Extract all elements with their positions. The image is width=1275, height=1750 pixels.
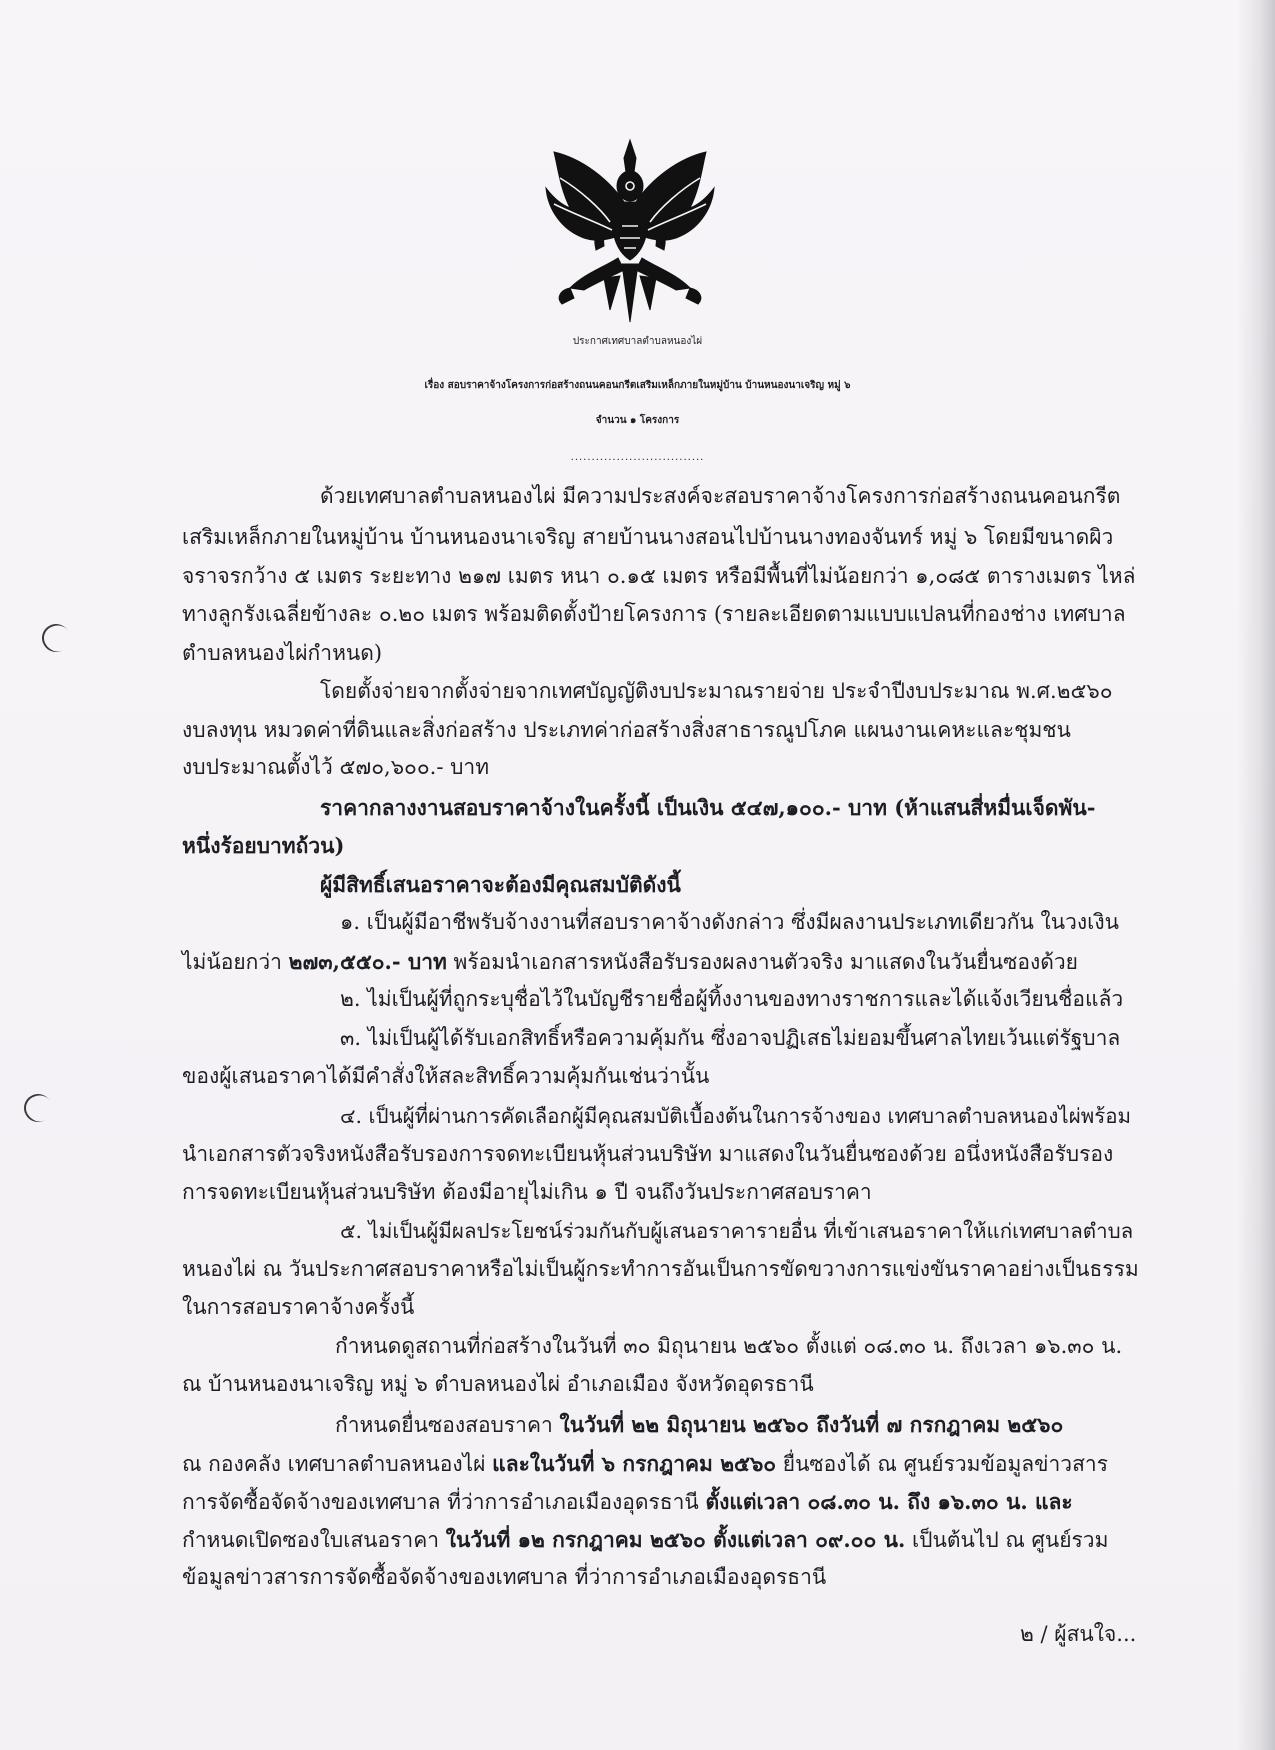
garuda-emblem-icon — [540, 138, 720, 324]
punch-hole-mark — [37, 619, 75, 657]
submission-line: กำหนดยื่นซองสอบราคา ในวันที่ ๒๒ มิถุนายน ๒๕๖๐ ถึงวันที่ ๗ กรกฎาคม ๒๕๖๐ — [335, 1412, 1064, 1437]
document-subject: เรื่อง สอบราคาจ้างโครงการก่อสร้างถนนคอนกรีตเสริมเหล็กภายในหมู่บ้าน บ้านหนองนาเจริญ หมู่ ๖ — [424, 380, 851, 391]
qualification-item: ของผู้เสนอราคาได้มีคำสั่งให้สละสิทธิ์ความคุ้มกันเช่นว่านั้น — [182, 1064, 710, 1088]
qualification-item: ในการสอบราคาจ้างครั้งนี้ — [182, 1295, 415, 1319]
submission-line: กำหนดเปิดซองใบเสนอราคา ในวันที่ ๑๒ กรกฎาคม ๒๕๖๐ ตั้งแต่เวลา ๐๙.๐๐ น. เป็นต้นไป ณ ศูนย์รวม — [182, 1527, 1109, 1552]
submission-line: การจัดซื้อจัดจ้างของเทศบาล ที่ว่าการอำเภอเมืองอุดรธานี ตั้งแต่เวลา ๐๘.๓๐ น. ถึง ๑๖.๓๐ น. และ — [182, 1489, 1073, 1514]
qualification-item: ๓. ไม่เป็นผู้ได้รับเอกสิทธิ์หรือความคุ้มกัน ซึ่งอาจปฏิเสธไม่ยอมขึ้นศาลไทยเว้นแต่รัฐบาล — [340, 1026, 1121, 1050]
site-visit-line: กำหนดดูสถานที่ก่อสร้างในวันที่ ๓๐ มิถุนายน ๒๕๖๐ ตั้งแต่ ๐๘.๓๐ น. ถึงเวลา ๑๖.๓๐ น. — [335, 1334, 1123, 1358]
paragraph-line: ตำบลหนองไผ่กำหนด) — [182, 641, 383, 665]
paragraph-line: จราจรกว้าง ๕ เมตร ระยะทาง ๒๑๗ เมตร หนา ๐.๑๕ เมตร หรือมีพื้นที่ไม่น้อยกว่า ๑,๐๘๕ ตารางเมตร ไหล่ — [182, 564, 1136, 588]
qualification-item: ๒. ไม่เป็นผู้ที่ถูกระบุชื่อไว้ในบัญชีรายชื่อผู้ทิ้งงานของทางราชการและได้แจ้งเวียนชื่อแล้ว — [340, 987, 1124, 1011]
qualification-item: หนองไผ่ ณ วันประกาศสอบราคาหรือไม่เป็นผู้กระทำการอันเป็นการขัดขวางการแข่งขันราคาอย่างเป็นธรรม — [182, 1257, 1139, 1281]
project-count: จำนวน ๑ โครงการ — [595, 415, 680, 426]
median-price-line: หนึ่งร้อยบาทถ้วน) — [182, 833, 345, 858]
document-title: ประกาศเทศบาลตำบลหนองไผ่ — [572, 336, 703, 347]
submission-line: ณ กองคลัง เทศบาลตำบลหนองไผ่ และในวันที่ ๖ กรกฎาคม ๒๕๖๐ ยื่นซองได้ ณ ศูนย์รวมข้อมูลข่าวสาร — [182, 1451, 1108, 1476]
page-continuation: ๒ / ผู้สนใจ... — [1020, 1622, 1137, 1646]
qualification-item: ๕. ไม่เป็นผู้มีผลประโยชน์ร่วมกันกับผู้เสนอราคารายอื่น ที่เข้าเสนอราคาให้แก่เทศบาลตำบล — [340, 1219, 1134, 1243]
qualification-item: ๑. เป็นผู้มีอาชีพรับจ้างงานที่สอบราคาจ้างดังกล่าว ซึ่งมีผลงานประเภทเดียวกัน ในวงเงิน — [340, 910, 1119, 934]
qualification-item: ๔. เป็นผู้ที่ผ่านการคัดเลือกผู้มีคุณสมบัติเบื้องต้นในการจ้างของ เทศบาลตำบลหนองไผ่พร้อม — [340, 1104, 1132, 1128]
scan-edge-shadow — [1237, 0, 1275, 1750]
site-visit-line: ณ บ้านหนองนาเจริญ หมู่ ๖ ตำบลหนองไผ่ อำเภอเมือง จังหวัดอุดรธานี — [182, 1372, 814, 1396]
qualification-heading: ผู้มีสิทธิ์เสนอราคาจะต้องมีคุณสมบัติดังนี้ — [320, 872, 681, 897]
submission-line: ข้อมูลข่าวสารการจัดซื้อจัดจ้างของเทศบาล ที่ว่าการอำเภอเมืองอุดรธานี — [182, 1565, 827, 1589]
punch-hole-mark — [19, 1089, 57, 1127]
paragraph-line: โดยตั้งจ่ายจากตั้งจ่ายจากเทศบัญญัติงบประมาณรายจ่าย ประจำปีงบประมาณ พ.ศ.๒๕๖๐ — [320, 679, 1113, 703]
paragraph-line: งบลงทุน หมวดค่าที่ดินและสิ่งก่อสร้าง ประเภทค่าก่อสร้างสิ่งสาธารณูปโภค แผนงานเคหะและชุมชน — [182, 718, 1071, 742]
median-price-line: ราคากลางงานสอบราคาจ้างในครั้งนี้ เป็นเงิน ๕๔๗,๑๐๐.- บาท (ห้าแสนสี่หมื่นเจ็ดพัน- — [320, 795, 1096, 820]
paragraph-line: งบประมาณตั้งไว้ ๕๗๐,๖๐๐.- บาท — [182, 755, 490, 779]
paragraph-line: เสริมเหล็กภายในหมู่บ้าน บ้านหนองนาเจริญ สายบ้านนางสอนไปบ้านนางทองจันทร์ หมู่ ๖ โดยมีขนาดผิว — [182, 525, 1114, 549]
qualification-item: ไม่น้อยกว่า ๒๗๓,๕๕๐.- บาท พร้อมนำเอกสารหนังสือรับรองผลงานตัวจริง มาแสดงในวันยื่นซองด้วย — [182, 949, 1078, 974]
qualification-item: การจดทะเบียนหุ้นส่วนบริษัท ต้องมีอายุไม่เกิน ๑ ปี จนถึงวันประกาศสอบราคา — [182, 1180, 872, 1204]
paragraph-line: ด้วยเทศบาลตำบลหนองไผ่ มีความประสงค์จะสอบราคาจ้างโครงการก่อสร้างถนนคอนกรีต — [320, 484, 1121, 508]
paragraph-line: ทางลูกรังเฉลี่ยข้างละ ๐.๒๐ เมตร พร้อมติดตั้งป้ายโครงการ (รายละเอียดตามแบบแปลนที่กองช่าง เทศบาล — [182, 602, 1126, 626]
qualification-item: นำเอกสารตัวจริงหนังสือรับรองการจดทะเบียนหุ้นส่วนบริษัท มาแสดงในวันยื่นซองด้วย อนึ่งหนังสือรับรอง — [182, 1142, 1114, 1166]
divider-dots: ................................ — [570, 452, 705, 463]
